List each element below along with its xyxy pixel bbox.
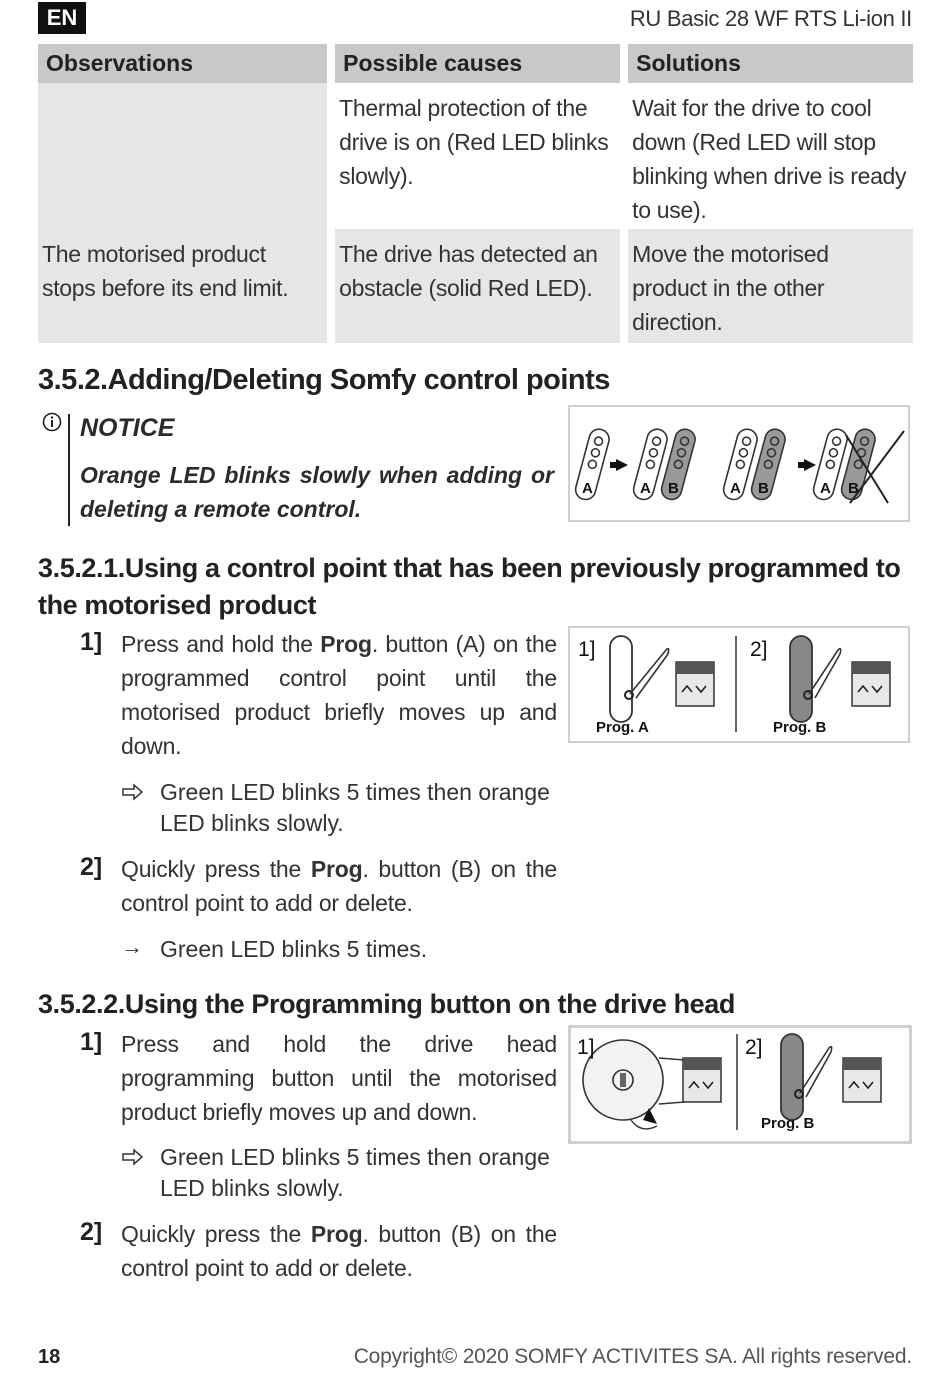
- step-2-text: [121, 852, 557, 920]
- table-row: [38, 83, 913, 229]
- figure-step-label: 2]: [750, 638, 768, 661]
- column-header-solutions: Solutions: [624, 44, 913, 83]
- remote-label-a: A: [820, 480, 831, 497]
- drive-head-figure: [568, 1025, 912, 1144]
- remote-controls-illustration: [570, 407, 908, 520]
- remote-label-a: A: [582, 480, 593, 497]
- section-heading-3522: 3.5.2.2.Using the Programming button on the drive head: [38, 989, 735, 1019]
- hollow-arrow-icon: [121, 782, 145, 802]
- figure-step-label: 2]: [745, 1036, 763, 1059]
- remote-label-b: B: [848, 480, 859, 497]
- arrow-right-icon: →: [121, 934, 143, 959]
- step-text-part: . button (B) on the control point to add or delete.: [121, 1221, 558, 1281]
- table-row: [38, 229, 913, 343]
- step-1-text: Press and hold the drive head programming button until the motorised product briefly moves up and down.: [121, 1031, 557, 1125]
- section-heading-352: 3.5.2.Adding/Deleting Somfy control points: [38, 364, 610, 396]
- column-header-causes: Possible causes: [331, 44, 624, 83]
- step-text-part: Quickly press the: [121, 1221, 311, 1247]
- solution-cell: Move the motorised product in the other direction.: [624, 229, 913, 343]
- product-name: RU Basic 28 WF RTS Li-ion II: [629, 6, 912, 31]
- step-text-part: Quickly press the: [121, 856, 311, 882]
- step-text-part: . button (A) on the programmed control point until the motorised product briefly moves up and down.: [121, 631, 558, 759]
- observation-cell: The motorised product stops before its end limit.: [38, 229, 331, 343]
- cause-cell: The drive has detected an obstacle (solid Red LED).: [331, 229, 624, 343]
- section-heading-3521: 3.5.2.1.Using a control point that has been previously programmed to the motorised product: [38, 553, 901, 620]
- step-number: 1]: [80, 628, 103, 656]
- observation-cell: [38, 83, 331, 229]
- step-2-result: Green LED blinks 5 times.: [160, 936, 428, 962]
- remote-label-b: B: [758, 480, 769, 497]
- drive-head-illustration: [571, 1028, 903, 1135]
- prog-buttons-illustration: [570, 628, 908, 741]
- figure-caption-prog-b: Prog. B: [773, 719, 827, 736]
- copyright-notice: Copyright© 2020 SOMFY ACTIVITES SA. All rights reserved.: [353, 1345, 912, 1368]
- notice-bar: [68, 414, 70, 526]
- add-delete-figure: [568, 405, 910, 522]
- figure-step-label: 1]: [577, 1036, 595, 1059]
- step-number: 2]: [80, 1218, 103, 1246]
- language-tag: EN: [38, 2, 86, 34]
- column-header-observations: Observations: [38, 44, 331, 83]
- cause-cell: Thermal protection of the drive is on (Red LED blinks slowly).: [331, 83, 624, 229]
- step-1-text: [121, 627, 557, 763]
- page-number: 18: [38, 1346, 61, 1368]
- step-number: 2]: [80, 853, 103, 881]
- prog-label: Prog: [310, 1221, 363, 1247]
- figure-caption-prog-b: Prog. B: [761, 1115, 815, 1132]
- step-1-result: Green LED blinks 5 times then orange LED blinks slowly.: [160, 779, 550, 836]
- info-icon: [42, 412, 62, 432]
- troubleshooting-table: [38, 44, 913, 343]
- remote-label-a: A: [640, 480, 651, 497]
- solution-cell: Wait for the drive to cool down (Red LED will stop blinking when drive is ready to use).: [624, 83, 913, 229]
- step-2-text: [121, 1217, 557, 1285]
- figure-step-label: 1]: [578, 638, 596, 661]
- figure-caption-prog-a: Prog. A: [596, 719, 649, 736]
- step-text-part: . button (B) on the control point to add or delete.: [121, 856, 558, 916]
- notice-title: NOTICE: [80, 414, 175, 442]
- prog-buttons-figure: [568, 626, 910, 743]
- hollow-arrow-icon: [121, 1147, 145, 1167]
- remote-label-a: A: [730, 480, 741, 497]
- remote-label-b: B: [668, 480, 679, 497]
- table-header-row: [38, 44, 913, 83]
- step-number: 1]: [80, 1028, 103, 1056]
- notice-text: Orange LED blinks slowly when adding or deleting a remote control.: [80, 462, 554, 522]
- prog-label: Prog: [310, 856, 363, 882]
- step-text-part: Press and hold the: [121, 631, 321, 657]
- step-1-result: Green LED blinks 5 times then orange LED blinks slowly.: [160, 1144, 550, 1201]
- prog-label: Prog: [320, 631, 372, 657]
